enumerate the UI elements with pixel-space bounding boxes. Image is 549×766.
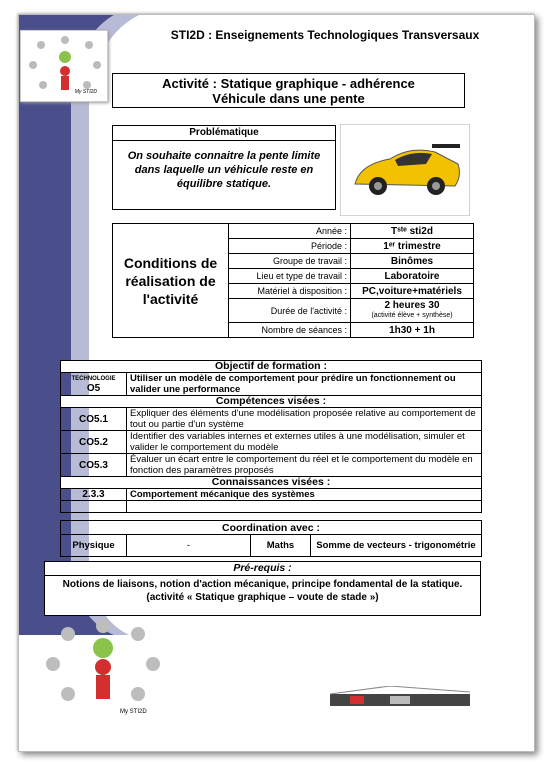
cond-key: Durée de l'activité :	[229, 299, 351, 323]
logo-caption: My STI2D	[74, 89, 97, 95]
knowledge-heading: Connaissances visées :	[61, 477, 482, 489]
activity-title: Activité : Statique graphique - adhérence	[162, 76, 415, 91]
prereq-heading: Pré-requis :	[45, 562, 480, 576]
prerequisites-box	[44, 561, 481, 616]
objectives-table	[60, 360, 482, 513]
objective-text: Utiliser un modèle de comportement pour prédire un fonctionnement ou valider une performance	[127, 373, 482, 396]
knowledge-text: Comportement mécanique des systèmes	[127, 489, 482, 501]
footer-people-logo	[38, 612, 168, 722]
skill-code: CO5.1	[61, 408, 127, 431]
prereq-text: Notions de liaisons, notion d'action mécanique, principe fondamental de la statique. (activité « Statique graphique – voute de stade »)	[62, 579, 463, 603]
cond-value: PC,voiture+matériels	[351, 284, 474, 299]
cond-key: Période :	[229, 239, 351, 254]
cond-value: 1ᵉʳ trimestre	[351, 239, 474, 254]
problem-heading: Problématique	[112, 125, 336, 141]
activity-subtitle: Véhicule dans une pente	[212, 91, 365, 106]
coord-detail-2: Somme de vecteurs - trigonométrie	[311, 535, 482, 557]
skill-code: CO5.3	[61, 454, 127, 477]
cond-note: (activité élève + synthèse)	[371, 311, 453, 319]
sti2d-logo	[20, 30, 108, 102]
conditions-label: Conditions de réalisation de l'activité	[113, 224, 229, 338]
page-header: STI2D : Enseignements Technologiques Transversaux	[170, 28, 480, 42]
activity-title-box	[112, 73, 465, 108]
stadium-strip-image	[330, 686, 470, 708]
problem-text: On souhaite connaitre la pente limite dans laquelle un véhicule reste en équilibre statique.	[112, 140, 336, 210]
objective-code: O5	[86, 383, 101, 394]
footer-logo-caption: My STI2D	[120, 709, 147, 715]
conditions-table	[112, 223, 474, 338]
coord-subject-2: Maths	[251, 535, 311, 557]
cond-key: Nombre de séances :	[229, 323, 351, 338]
cond-value: 1h30 + 1h	[351, 323, 474, 338]
coordination-table	[60, 520, 482, 557]
cond-key: Année :	[229, 224, 351, 239]
objective-tag: TECHNOLOGIE	[71, 376, 116, 382]
cond-value: Binômes	[351, 254, 474, 269]
skill-text: Évaluer un écart entre le comportement du réel et le comportement du modèle en fonction des paramètres proposés	[127, 454, 482, 477]
cond-value: Tˢᵗᵉ sti2d	[351, 224, 474, 239]
skill-text: Expliquer des éléments d'une modélisation proposée relative au comportement de tout ou partie d'un système	[127, 408, 482, 431]
coordination-heading: Coordination avec :	[61, 521, 482, 535]
skill-code: CO5.2	[61, 431, 127, 454]
cond-key: Groupe de travail :	[229, 254, 351, 269]
skill-text: Identifier des variables internes et externes utiles à une modélisation, simuler et valider le comportement du modèle	[127, 431, 482, 454]
skills-heading: Compétences visées :	[61, 396, 482, 408]
coord-subject-1: Physique	[61, 535, 127, 557]
objective-heading: Objectif de formation :	[61, 361, 482, 373]
cond-value: Laboratoire	[351, 269, 474, 284]
coord-detail-1: -	[127, 535, 251, 557]
cond-value: 2 heures 30	[384, 299, 440, 311]
cond-key: Lieu et type de travail :	[229, 269, 351, 284]
cond-key: Matériel à disposition :	[229, 284, 351, 299]
yellow-car-image	[340, 124, 470, 216]
knowledge-code: 2.3.3	[61, 489, 127, 501]
